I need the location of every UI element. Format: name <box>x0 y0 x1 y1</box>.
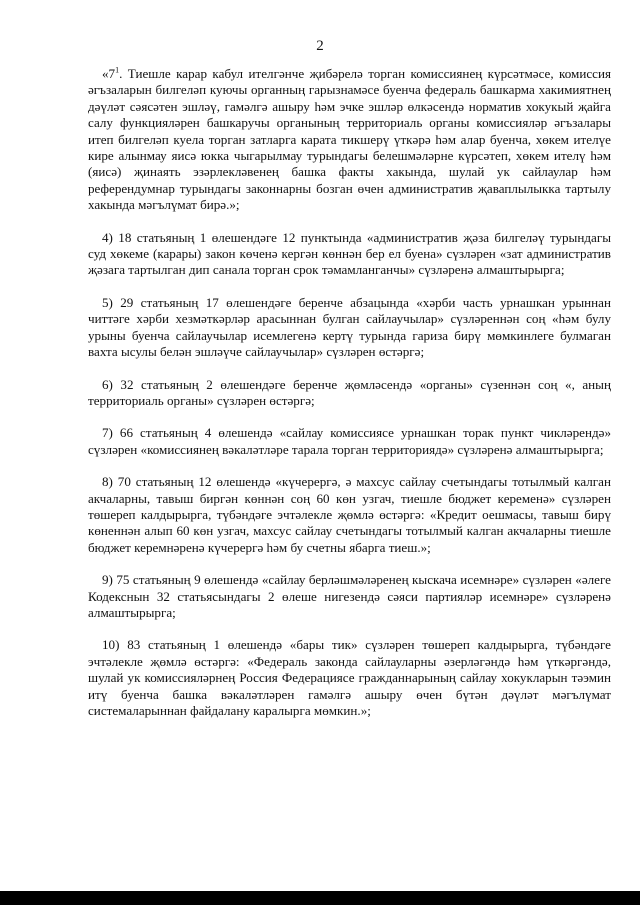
paragraph-item-8: 8) 70 статьяның 12 өлешендә «күчерергә, ә махсус сайлау счетындагы тотылмый калган акчаларны, тавыш биргән көннән соң 60 көн узгач, тиешле бюджет кеременә» сүзләрен төшереп калдырырга, түбәндәге эчтәлекле җөмлә өстәргә: «Кредит оешмасы, тавыш бирү көненнән алып 60 көн узгач, махсус сайлау счетындагы тотылмый калган акчаларны тиешле бюджет керемнәренә күчерергә һәм бу счетны ябарга тиеш.»; <box>88 474 611 555</box>
paragraph-item-6: 6) 32 статьяның 2 өлешендәге беренче җөмләсендә «органы» сүзеннән соң «, аның территориаль органы» сүзләрен өстәргә; <box>88 376 611 408</box>
paragraph-item-4: 4) 18 статьяның 1 өлешендәге 12 пунктында «административ җәза билгеләү турындагы суд хөкеме (карары) закон көченә кергән көннән бер ел буена» сүзләрен «зат административ җәзага тартылган дип санала торган срок тәмамланганчы» сүзләренә алмаштырырга; <box>88 229 611 278</box>
paragraph-7-1 <box>88 66 611 214</box>
paragraph-superscript: 1 <box>115 65 120 75</box>
paragraph-item-9: 9) 75 статьяның 9 өлешендә «сайлау берләшмәләренең кыскача исемнәре» сүзләрен «әлеге Кодекснын 32 статьясындагы 2 өлеше нигезендә сәяси партияләр исемнәре» сүзләренә алмаштырырга; <box>88 572 611 620</box>
paragraph-item-10: 10) 83 статьяның 1 өлешендә «бары тик» сүзләрен төшереп калдырырга, түбәндәге эчтәлекле җөмлә өстәргә: «Федераль законда сайлауларны әзерләгәндә һәм үткәргәндә, шулай ук комиссияләрнең Россия Федерациясе гражданнарының сайлау хокукларын тәэмин итү буенча башка вәкаләтләрен гамәлгә ашыру өчен бүтән дәүләт мәгълүмат системаларыннан файдалану каралырга мөмкин.»; <box>88 637 611 718</box>
document-body <box>88 66 611 735</box>
page-number: 2 <box>316 38 324 54</box>
paragraph-item-7: 7) 66 статьяның 4 өлешендә «сайлау комиссиясе урнашкан торак пункт чикләрендә» сүзләрен «комиссиянең вәкаләтләре тарала торган территориядә» сүзләренә алмаштырырга; <box>88 425 611 457</box>
paragraph-item-5: 5) 29 статьяның 17 өлешендәге беренче абзацында «хәрби часть урнашкан урыннан читтәге хәрби хезмәткәрләр арасыннан булган сайлаучылар» сүзләреннән соң «һәм булу урыны буенча сайлаучылар исемлегенә кертү турында гариза бирү мөмкинлеге булмаган вахта ысулы белән эшләүче сайлаучылар» сүзләрен өстәргә; <box>88 294 611 360</box>
scan-border <box>0 891 640 905</box>
paragraph-lead: «7 <box>102 66 116 81</box>
paragraph-text: . Тиешле карар кабул ителгәнче җибәрелә торган комиссиянең күрсәтмәсе, комиссия әгъзаларын билгеләп куючы органның гарызнамәсе буенча федераль башкарма хакимиятнең дәүләт сәясәтен эшләү, гамәлгә ашыру һәм эчке эшләр өлкәсендә норматив хокукый җайга салу функцияләрен башкаручы органының территориаль органы комиссияләр әгъзалары итеп билгеләп куела торган затларга карата тикшерү үткәрә һәм алар буенча, хөкем ителүе кире алынмау яисә юкка чыгарылмау турындагы белешмәләрне күрсәтеп, хөкем ителү һәм (яисә) җинаять эзәрлекләвенең башка факты хакында, шулай ук сайлаулар һәм референдумнар турындагы законнарны бозган өчен административ җаваплылыкка тартылу хакында мәгълүмат бирә.»; <box>88 66 611 213</box>
